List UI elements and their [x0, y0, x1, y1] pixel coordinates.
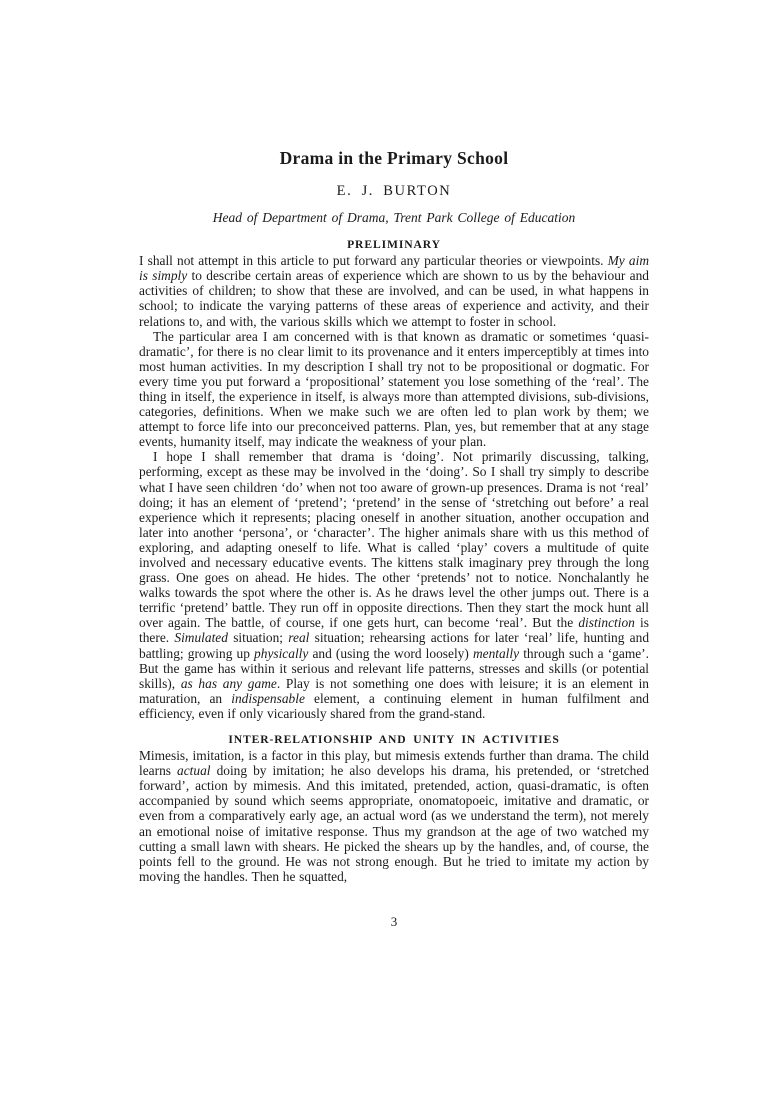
- paragraph: [139, 449, 649, 721]
- body-text: . Play is not something one does with leisure; it is an element in maturation, an: [139, 675, 649, 706]
- body-text: situation; rehearsing actions for later ‘real’ life, hunting and battling; growing up: [139, 630, 650, 661]
- emphasis-text: My aim is simply: [139, 253, 649, 284]
- emphasis-text: actual: [177, 763, 211, 779]
- section-heading: INTER-RELATIONSHIP AND UNITY IN ACTIVITIES: [228, 733, 560, 747]
- emphasis-text: Simulated: [174, 630, 228, 646]
- body-text: element, a continuing element in human fulfilment and efficiency, even if only vicariously shared from the grand-stand.: [139, 690, 649, 721]
- section-heading: PRELIMINARY: [347, 238, 441, 252]
- body-text: through such a ‘game’. But the game has within it serious and relevant life patterns, stresses and skills (or potential skills),: [139, 645, 649, 691]
- body-text: I hope I shall remember that drama is ‘doing’. Not primarily discussing, talking, performing, except as these may be involved in the ‘doing’. So I shall try simply to describe what I have seen children ‘do’ when not too aware of grown-up presences. Drama is not ‘real’ doing; it has an element of ‘pretend’; ‘pretend’ in the sense of ‘stretching out before’ a real experience which it represents; placing oneself in another situation, another occupation and later into another ‘persona’, or ‘character’. The higher animals share with us this method of exploring, and adapting oneself to life. What is called ‘play’ covers a multitude of quite involved and necessary educative events. The kittens stalk imaginary prey through the long grass. One goes on ahead. He hides. The other ‘pretends’ not to notice. Nonchalantly he walks towards the spot where the other is. As he draws level the other jumps out. There is a terrific ‘pretend’ battle. They run off in opposite directions. Then they start the mock hunt all over again. The battle, of course, if one gets hurt, can become ‘real’. But the: [139, 449, 649, 631]
- emphasis-text: real: [288, 630, 310, 646]
- emphasis-text: indispensable: [231, 690, 305, 706]
- body-text: doing by imitation; he also develops his drama, his pretended, or ‘stretched forward’, action by mimesis. And this imitated, pretended, action, quasi-dramatic, is often accompanied by sound which seems appropriate, onomatopoeic, imitative and dramatic, or even from a comparatively early age, an actual word (as we understand the term), not merely an emotional noise of imitative response. Thus my grandson at the age of two watched my cutting a small lawn with shears. He picked the shears up by the handles, and, of course, the points fell to the ground. He was not strong enough. But he tried to imitate my action by moving the handles. Then he squatted,: [139, 763, 649, 884]
- body-text: situation;: [227, 630, 289, 646]
- body-text: and (using the word loosely): [308, 645, 473, 661]
- emphasis-text: mentally: [472, 645, 520, 661]
- body-text: The particular area I am concerned with is that known as dramatic or sometimes ‘quasi-dramatic’, for there is no clear limit to its provenance and it enters imperceptibly at times into most human activities. In my description I shall try not to be propositional or dogmatic. For every time you put forward a ‘propositional’ statement you lose something of the ‘real’. The thing in itself, the experience in itself, is always more than attempted divisions, sub-divisions, categories, definitions. When we make such we are often led to plan work by them; we attempt to force life into our preconceived patterns. Plan, yes, but remember that at any stage events, humanity itself, may indicate the weakness of your plan.: [139, 328, 649, 450]
- page-number: 3: [390, 913, 398, 929]
- article-affiliation: Head of Department of Drama, Trent Park College of Education: [212, 210, 576, 226]
- emphasis-text: physically: [254, 645, 309, 661]
- emphasis-text: as has any game: [180, 675, 277, 691]
- paragraph: [139, 748, 649, 884]
- body-text: to describe certain areas of experience which are shown to us by the behaviour and activities of children; to show that these are involved, and can be used, in what happens in school; to indicate the varying patterns of these areas of experience and activity, and their relations to, and with, the various skills which we attempt to foster in school.: [139, 268, 650, 329]
- body-text: Mimesis, imitation, is a factor in this play, but mimesis extends further than drama. The child learns: [139, 748, 649, 779]
- body-text: is there.: [139, 615, 649, 646]
- article-body: [139, 238, 649, 884]
- article-author: E. J. BURTON: [336, 183, 452, 200]
- emphasis-text: distinction: [578, 615, 635, 631]
- body-text: I shall not attempt in this article to put forward any particular theories or viewpoints.: [139, 253, 608, 269]
- text-column: [139, 148, 649, 930]
- paragraph: [139, 253, 649, 328]
- article-title: Drama in the Primary School: [279, 148, 509, 168]
- paragraph: [139, 329, 649, 450]
